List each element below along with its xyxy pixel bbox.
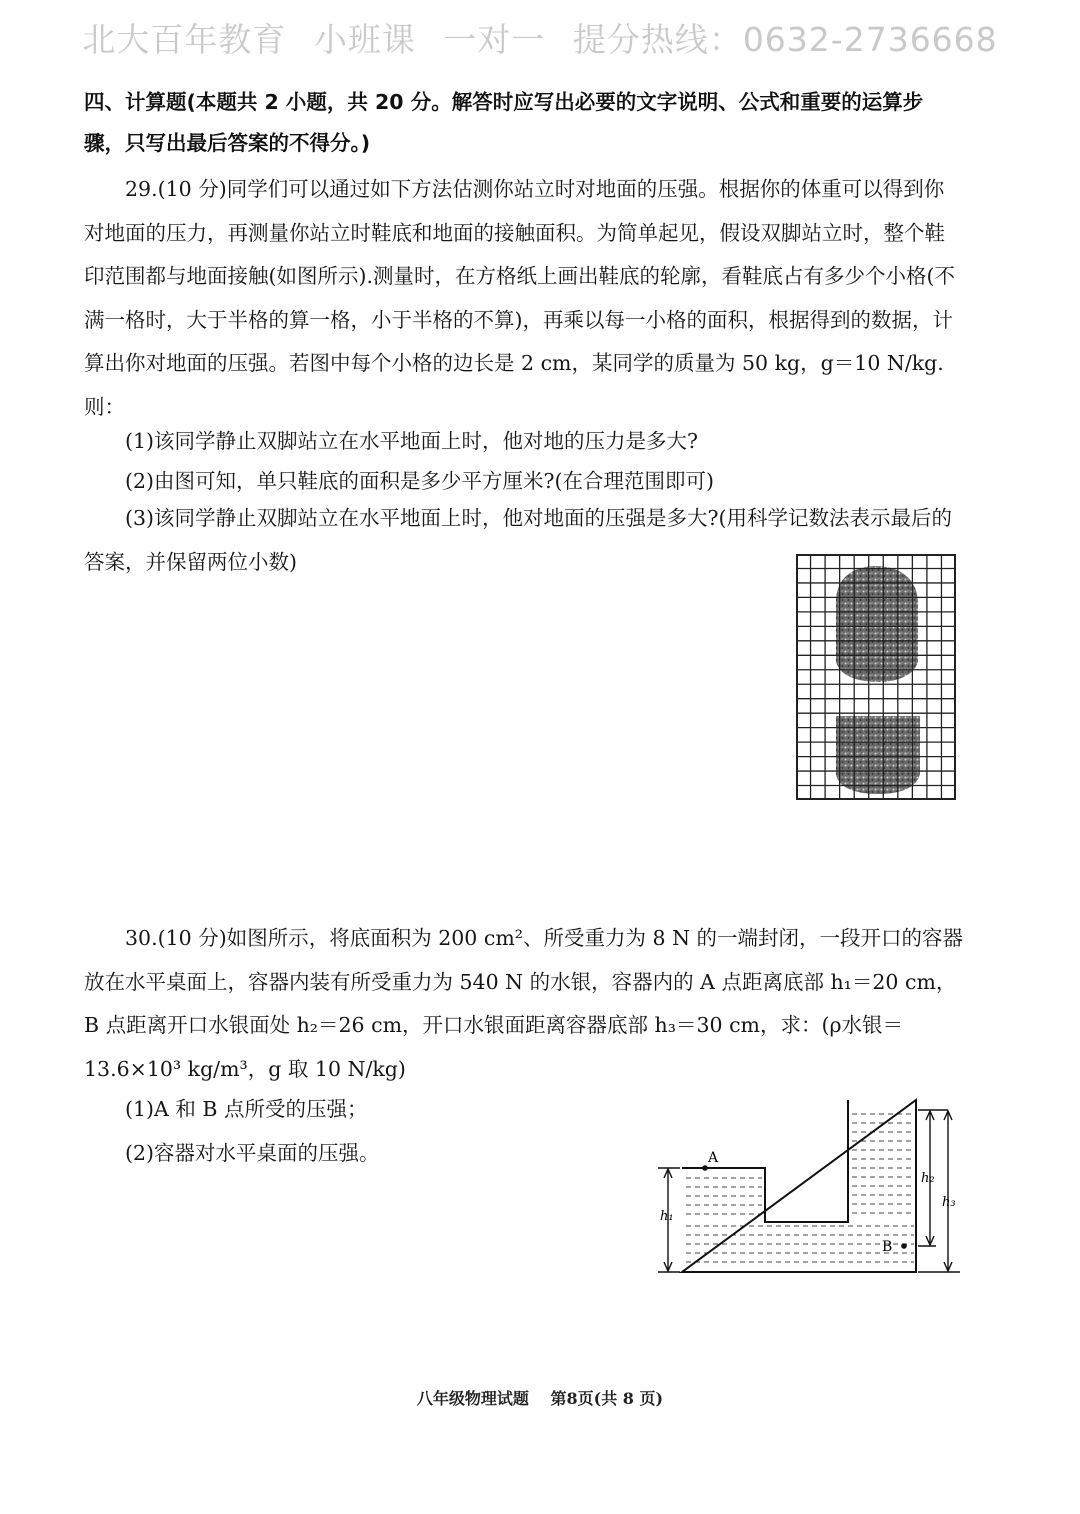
point-a-marker [702,1165,708,1171]
point-b-label: B [882,1239,893,1255]
page-footer [0,1386,1080,1409]
watermark-mode: 一对一 [443,20,546,59]
q30-sub2: (2)容器对水平桌面的压强。 [125,1141,380,1165]
watermark-course: 小班课 [313,20,416,59]
q30-sub1: (1)A 和 B 点所受的压强； [125,1097,368,1121]
h3-label: h₃ [942,1195,956,1210]
watermark-brand: 北大百年教育 [82,20,287,59]
footer-page-number: 第8页(共 8 页) [550,1389,664,1408]
section-title: 四、计算题(本题共 2 小题，共 20 分。解答时应写出必要的文字说明、公式和重要的运算步骤，只写出最后答案的不得分。) [84,90,924,155]
point-a-label: A [708,1150,719,1166]
h3-dimension [918,1111,960,1272]
q29-sub1: (1)该同学静止双脚站立在水平地面上时，他对地的压力是多大? [125,429,699,453]
shoe-print-grid-figure [796,554,956,800]
q30-stem: 30.(10 分)如图所示，将底面积为 200 cm²、所受重力为 8 N 的一端封闭，一段开口的容器放在水平桌面上，容器内装有所受重力为 540 N 的水银，容器内的 A 点距离底部 h₁＝20 cm，B 点距离开口水银面处 h₂＝26 cm，开口水银面距离容器底部 h₃＝30 cm，求：(ρ水银＝13.6×10³ kg/m³，g 取 10 N/kg) [84,926,964,1081]
watermark [0,14,1080,61]
q29-stem: 29.(10 分)同学们可以通过如下方法估测你站立时对地面的压强。根据你的体重可以得到你对地面的压力，再测量你站立时鞋底和地面的接触面积。为简单起见，假设双脚站立时，整个鞋印范围都与地面接触(如图所示).测量时，在方格纸上画出鞋底的轮廓，看鞋底占有多少个小格(不满一格时，大于半格的算一格，小于半格的不算)，再乘以每一小格的面积，根据得到的数据，计算出你对地面的压强。若图中每个小格的边长是 2 cm，某同学的质量为 50 kg，g＝10 N/kg.则： [84,177,956,419]
h1-label: h₁ [660,1209,674,1224]
footer-subject: 八年级物理试题 [416,1389,529,1408]
mercury-container-figure [650,1096,970,1282]
q29-sub2: (2)由图可知，单只鞋底的面积是多少平方厘米?(在合理范围即可) [125,469,715,493]
watermark-hotline: 提分热线：0632-2736668 [572,20,998,59]
h2-label: h₂ [921,1171,935,1186]
point-b-marker [901,1243,907,1249]
q29-sub3: (3)该同学静止双脚站立在水平地面上时，他对地面的压强是多大?(用科学记数法表示最后的答案，并保留两位小数) [84,506,953,574]
